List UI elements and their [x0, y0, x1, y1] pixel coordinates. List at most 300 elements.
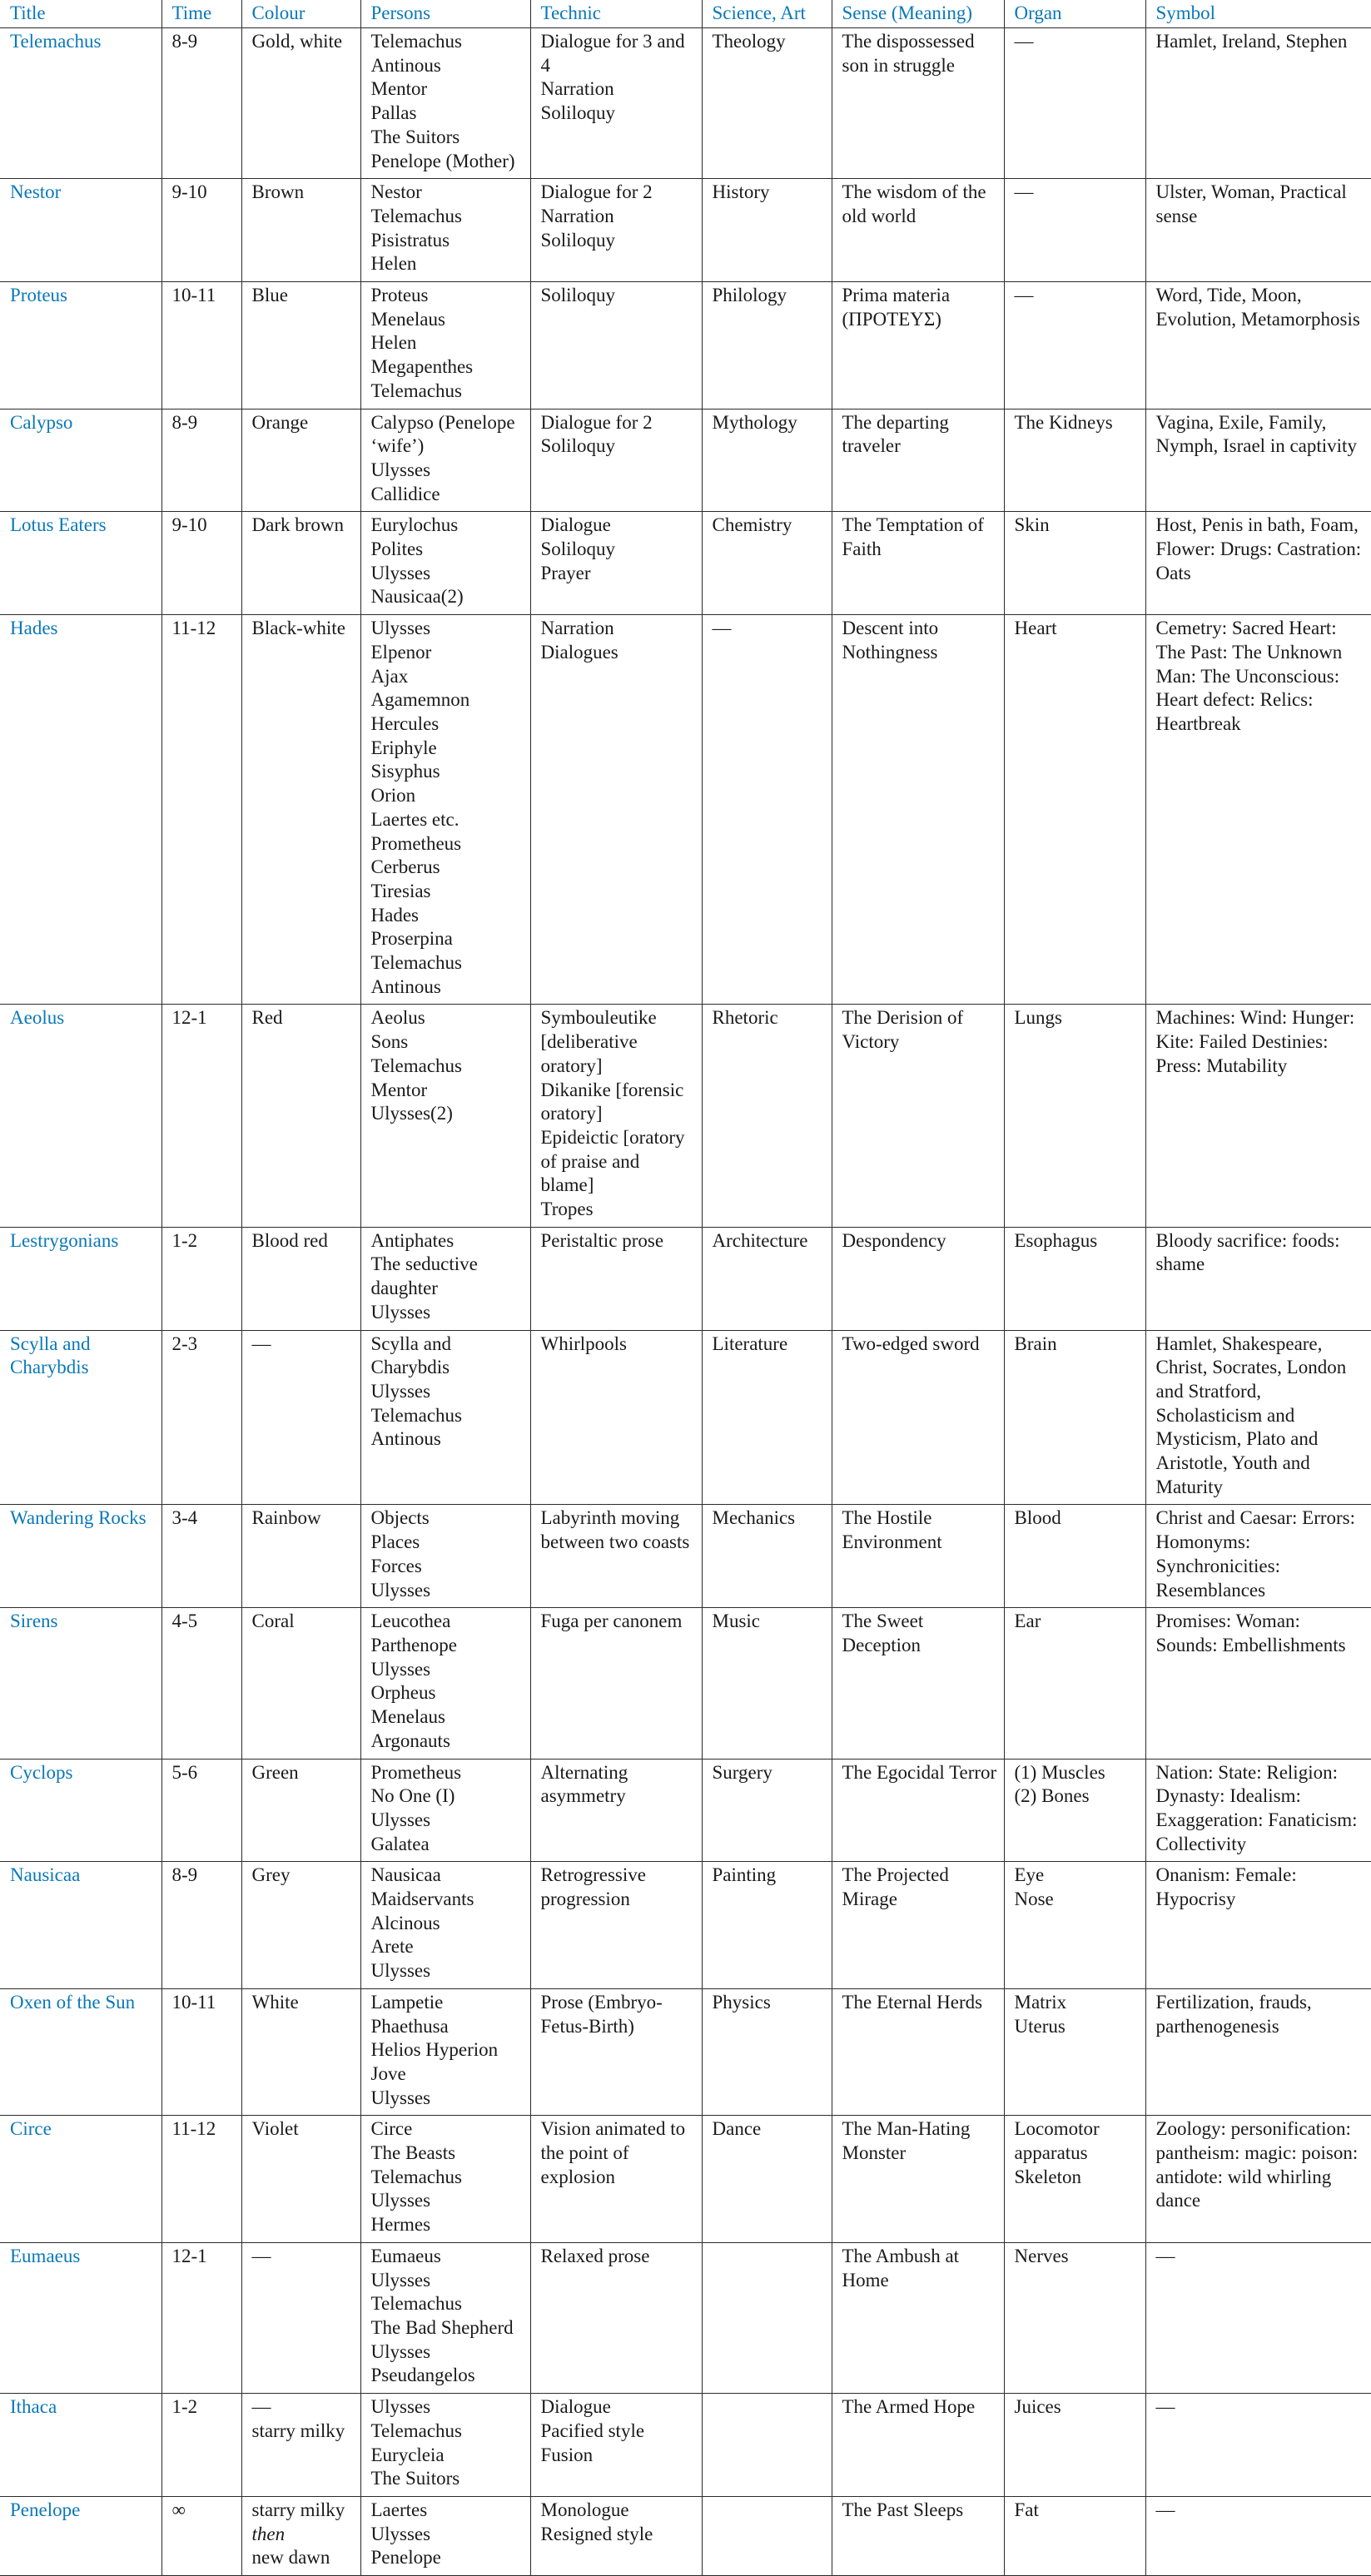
technic-entry: Narration — [540, 78, 614, 100]
person-entry: Sisyphus — [370, 761, 440, 782]
colour-cell: Grey — [241, 1862, 360, 1989]
symbol-cell: Christ and Caesar: Errors: Homonyms: Synchronicities: Resemblances — [1145, 1505, 1371, 1608]
colour-cell: Black-white — [241, 615, 360, 1005]
table-row — [0, 512, 1371, 615]
person-entry: Places — [370, 1531, 420, 1553]
persons-cell — [360, 1862, 530, 1989]
person-entry: Ulysses — [370, 1960, 431, 1982]
technic-entry: Narration — [540, 205, 614, 226]
technic-entry: Dialogue for 2 — [540, 181, 653, 203]
person-entry: Proteus — [370, 285, 429, 306]
sense-cell: The Sweet Deception — [832, 1608, 1004, 1759]
person-entry: Telemachus — [370, 2420, 463, 2441]
person-entry: Ulysses — [370, 2190, 431, 2211]
organ-cell — [1004, 2496, 1145, 2575]
science-art-cell: Music — [702, 1608, 832, 1759]
symbol-cell: Bloody sacrifice: foods: shame — [1145, 1227, 1371, 1330]
organ-cell — [1004, 2116, 1145, 2243]
person-entry: Penelope (Mother) — [370, 150, 515, 171]
technic-entry: Fuga per canonem — [540, 1611, 683, 1632]
science-art-cell: Painting — [702, 1862, 832, 1989]
time-cell: 2-3 — [161, 1330, 241, 1505]
person-entry: Aeolus — [370, 1007, 425, 1029]
technic-entry: Alternating asymmetry — [540, 1761, 628, 1807]
time-cell: 5-6 — [161, 1759, 241, 1862]
sense-cell: The Egocidal Terror — [832, 1759, 1004, 1862]
episode-title-link[interactable]: Calypso — [0, 409, 161, 512]
organ-entry: Blood — [1014, 1507, 1061, 1529]
person-entry: Leucothea — [370, 1611, 451, 1632]
technic-entry: Fusion — [540, 2444, 594, 2465]
table-row — [0, 1759, 1371, 1862]
technic-entry: Labyrinth moving between two coasts — [540, 1507, 690, 1553]
time-cell: ∞ — [161, 2496, 241, 2575]
table-row — [0, 1608, 1371, 1759]
technic-cell — [530, 2116, 702, 2243]
sense-cell: The Temptation of Faith — [832, 512, 1004, 615]
table-row — [0, 2116, 1371, 2243]
episode-title-link[interactable]: Cyclops — [0, 1759, 161, 1862]
person-entry: Agamemnon — [370, 689, 470, 711]
time-cell: 12-1 — [161, 1005, 241, 1227]
persons-cell — [360, 1988, 530, 2116]
person-entry: The Suitors — [370, 126, 460, 147]
organ-cell — [1004, 1005, 1145, 1227]
persons-cell — [360, 1505, 530, 1608]
technic-entry: Monologue — [540, 2499, 629, 2520]
sense-cell: The Eternal Herds — [832, 1988, 1004, 2116]
person-entry: Antiphates — [370, 1229, 455, 1251]
column-header-symbol[interactable]: Symbol — [1145, 0, 1371, 28]
organ-entry: Juices — [1014, 2396, 1061, 2418]
technic-cell — [530, 2242, 702, 2393]
time-cell: 8-9 — [161, 28, 241, 179]
time-cell: 11-12 — [161, 615, 241, 1005]
sense-cell: The dispossessed son in struggle — [832, 28, 1004, 179]
science-art-cell: Mythology — [702, 409, 832, 512]
colour-cell: Blood red — [241, 1227, 360, 1330]
episode-title-link[interactable]: Hades — [0, 615, 161, 1005]
person-entry: Ulysses — [370, 562, 431, 583]
column-header-organ[interactable]: Organ — [1004, 0, 1145, 28]
person-entry: Circe — [370, 2118, 413, 2140]
sense-cell: Despondency — [832, 1227, 1004, 1330]
table-row — [0, 2394, 1371, 2497]
technic-cell — [530, 1988, 702, 2116]
header-row — [0, 0, 1371, 28]
table-row — [0, 1505, 1371, 1608]
sense-cell: The wisdom of the old world — [832, 179, 1004, 282]
time-cell: 8-9 — [161, 1862, 241, 1989]
person-entry: Telemachus — [370, 205, 463, 226]
person-entry: Nausicaa(2) — [370, 586, 464, 608]
organ-entry: Esophagus — [1014, 1229, 1098, 1251]
person-entry: Telemachus — [370, 952, 463, 974]
organ-entry: Brain — [1014, 1333, 1057, 1354]
episode-title-link[interactable]: Nausicaa — [0, 1862, 161, 1989]
symbol-cell: Host, Penis in bath, Foam, Flower: Drugs: Castration: Oats — [1145, 512, 1371, 615]
persons-cell — [360, 2394, 530, 2497]
person-entry: Orpheus — [370, 1682, 436, 1704]
organ-entry: Lungs — [1014, 1007, 1062, 1029]
person-entry: Helen — [370, 253, 417, 275]
person-entry: Laertes etc. — [370, 808, 459, 830]
organ-cell — [1004, 1759, 1145, 1862]
organ-entry: Heart — [1014, 618, 1057, 639]
persons-cell — [360, 1005, 530, 1227]
colour-line: — — [251, 2396, 271, 2418]
episode-title-link[interactable]: Penelope — [0, 2496, 161, 2575]
technic-entry: Prose (Embryo-Fetus-Birth) — [540, 1991, 663, 2037]
person-entry: The Bad Shepherd — [370, 2316, 514, 2338]
technic-entry: Soliloquy — [540, 229, 615, 251]
technic-entry: Prayer — [540, 562, 591, 583]
technic-cell — [530, 1330, 702, 1505]
episode-title-link[interactable]: Scylla and Charybdis — [0, 1330, 161, 1505]
technic-entry: Whirlpools — [540, 1333, 627, 1354]
technic-cell — [530, 1608, 702, 1759]
episode-title-link[interactable]: Aeolus — [0, 1005, 161, 1227]
person-entry: No One (I) — [370, 1785, 455, 1807]
technic-cell — [530, 409, 702, 512]
organ-entry: (1) Muscles — [1014, 1761, 1105, 1783]
science-art-cell — [702, 2496, 832, 2575]
time-cell: 8-9 — [161, 409, 241, 512]
organ-entry: Skeleton — [1014, 2166, 1081, 2187]
science-art-cell: Surgery — [702, 1759, 832, 1862]
person-entry: Alcinous — [370, 1912, 440, 1933]
time-cell: 11-12 — [161, 2116, 241, 2243]
organ-cell — [1004, 2394, 1145, 2497]
person-entry: Prometheus — [370, 832, 462, 854]
column-header-title[interactable]: Title — [0, 0, 161, 28]
science-art-cell — [702, 2242, 832, 2393]
episode-title-link[interactable]: Wandering Rocks — [0, 1505, 161, 1608]
persons-cell — [360, 1759, 530, 1862]
symbol-cell: Ulster, Woman, Practical sense — [1145, 179, 1371, 282]
organ-cell — [1004, 28, 1145, 179]
organ-entry: Matrix — [1014, 1991, 1067, 2013]
episode-title-link[interactable]: Lotus Eaters — [0, 512, 161, 615]
person-entry: The Beasts — [370, 2142, 456, 2164]
time-cell: 10-11 — [161, 1988, 241, 2116]
episode-title-link[interactable]: Proteus — [0, 282, 161, 409]
science-art-cell: Chemistry — [702, 512, 832, 615]
symbol-cell: — — [1145, 2242, 1371, 2393]
person-entry: Antinous — [370, 54, 441, 76]
person-entry: Calypso (Penelope ‘wife’) — [370, 411, 515, 457]
person-entry: Prometheus — [370, 1761, 462, 1783]
science-art-cell: Literature — [702, 1330, 832, 1505]
symbol-cell: Hamlet, Ireland, Stephen — [1145, 28, 1371, 179]
time-cell: 3-4 — [161, 1505, 241, 1608]
person-entry: Ulysses — [370, 1658, 431, 1680]
person-entry: Laertes — [370, 2499, 428, 2520]
time-cell: 10-11 — [161, 282, 241, 409]
table-row — [0, 2242, 1371, 2393]
symbol-cell: Zoology: personification: pantheism: magic: poison: antidote: wild whirling dance — [1145, 2116, 1371, 2243]
organ-cell — [1004, 1862, 1145, 1989]
organ-entry: Ear — [1014, 1611, 1041, 1632]
organ-entry: Nerves — [1014, 2245, 1069, 2266]
colour-cell: Dark brown — [241, 512, 360, 615]
column-header-time[interactable]: Time — [161, 0, 241, 28]
person-entry: Forces — [370, 1555, 422, 1576]
persons-cell — [360, 409, 530, 512]
person-entry: Mentor — [370, 78, 428, 100]
time-cell: 12-1 — [161, 2242, 241, 2393]
technic-entry: Tropes — [540, 1199, 594, 1220]
persons-cell — [360, 1330, 530, 1505]
organ-entry: — — [1014, 31, 1034, 52]
time-cell: 1-2 — [161, 1227, 241, 1330]
colour-cell: Gold, white — [241, 28, 360, 179]
organ-entry: Fat — [1014, 2499, 1039, 2520]
column-header-persons[interactable]: Persons — [360, 0, 530, 28]
colour-line: starry milky — [251, 2499, 345, 2520]
sense-cell: Two-edged sword — [832, 1330, 1004, 1505]
episode-title-link[interactable]: Nestor — [0, 179, 161, 282]
science-art-cell: Physics — [702, 1988, 832, 2116]
sense-cell: The departing traveler — [832, 409, 1004, 512]
column-header-sense[interactable]: Sense (Meaning) — [832, 0, 1004, 28]
technic-cell — [530, 28, 702, 179]
science-art-cell: Theology — [702, 28, 832, 179]
sense-cell: The Derision of Victory — [832, 1005, 1004, 1227]
colour-cell — [241, 2496, 360, 2575]
persons-cell — [360, 28, 530, 179]
person-entry: Telemachus — [370, 2166, 463, 2187]
symbol-cell: Hamlet, Shakespeare, Christ, Socrates, London and Stratford, Scholasticism and Mysticism, Plato and Aristotle, Youth and Maturity — [1145, 1330, 1371, 1505]
organ-cell — [1004, 512, 1145, 615]
episode-title-link[interactable]: Lestrygonians — [0, 1227, 161, 1330]
person-entry: Nausicaa — [370, 1864, 441, 1886]
person-entry: Elpenor — [370, 641, 432, 663]
symbol-cell: Promises: Woman: Sounds: Embellishments — [1145, 1608, 1371, 1759]
technic-entry: Soliloquy — [540, 102, 615, 124]
technic-entry: Dialogue — [540, 2396, 611, 2418]
persons-cell — [360, 179, 530, 282]
person-entry: Antinous — [370, 975, 441, 997]
technic-entry: Narration — [540, 618, 614, 639]
person-entry: Eurylochus — [370, 514, 459, 536]
persons-cell — [360, 282, 530, 409]
science-art-cell — [702, 2394, 832, 2497]
technic-cell — [530, 1505, 702, 1608]
person-entry: Tiresias — [370, 880, 431, 901]
person-entry: Cerberus — [370, 856, 440, 878]
persons-cell — [360, 2242, 530, 2393]
organ-entry: — — [1014, 285, 1034, 306]
person-entry: Telemachus — [370, 31, 463, 52]
person-entry: The Suitors — [370, 2468, 460, 2489]
technic-entry: Resigned style — [540, 2523, 653, 2544]
symbol-cell: Word, Tide, Moon, Evolution, Metamorphosis — [1145, 282, 1371, 409]
technic-cell — [530, 2496, 702, 2575]
person-entry: Ulysses — [370, 1301, 431, 1323]
colour-cell: — — [241, 2242, 360, 2393]
person-entry: Helios Hyperion — [370, 2039, 499, 2061]
table-header — [0, 0, 1371, 28]
technic-entry: Pacified style — [540, 2420, 645, 2441]
colour-line: then — [251, 2523, 286, 2544]
person-entry: Maidservants — [370, 1889, 474, 1910]
colour-line: starry milky — [251, 2420, 345, 2441]
sense-cell: Descent into Nothingness — [832, 615, 1004, 1005]
person-entry: Proserpina — [370, 928, 453, 950]
time-cell: 9-10 — [161, 512, 241, 615]
science-art-cell: Philology — [702, 282, 832, 409]
person-entry: Menelaus — [370, 1706, 445, 1728]
table-row — [0, 1227, 1371, 1330]
time-cell: 4-5 — [161, 1608, 241, 1759]
person-entry: Jove — [370, 2062, 406, 2084]
organ-entry: Locomotor apparatus — [1014, 2118, 1100, 2164]
person-entry: The seductive daughter — [370, 1253, 478, 1299]
colour-cell: Brown — [241, 179, 360, 282]
person-entry: Ulysses Pseudangelos — [370, 2340, 475, 2386]
person-entry: Callidice — [370, 483, 440, 504]
persons-cell — [360, 512, 530, 615]
persons-cell — [360, 2116, 530, 2243]
technic-cell — [530, 282, 702, 409]
organ-entry: The Kidneys — [1014, 411, 1113, 433]
person-entry: Ulysses — [370, 2396, 431, 2418]
technic-entry: Peristaltic prose — [540, 1229, 664, 1251]
technic-cell — [530, 615, 702, 1005]
symbol-cell: Nation: State: Religion: Dynasty: Idealism: Exaggeration: Fanaticism: Collectivity — [1145, 1759, 1371, 1862]
table-row — [0, 1005, 1371, 1227]
person-entry: Scylla and Charybdis — [370, 1333, 451, 1378]
persons-cell — [360, 1227, 530, 1330]
persons-cell — [360, 615, 530, 1005]
episode-title-link[interactable]: Eumaeus — [0, 2242, 161, 2393]
science-art-cell: Mechanics — [702, 1505, 832, 1608]
episode-title-link[interactable]: Sirens — [0, 1608, 161, 1759]
sense-cell: The Man-Hating Monster — [832, 2116, 1004, 2243]
symbol-cell: Fertilization, frauds, parthenogenesis — [1145, 1988, 1371, 2116]
sense-cell: Prima materia (ΠΡΟΤΕΥΣ) — [832, 282, 1004, 409]
colour-cell: Blue — [241, 282, 360, 409]
organ-cell — [1004, 1988, 1145, 2116]
technic-entry: Soliloquy — [540, 539, 615, 560]
technic-entry: Soliloquy — [540, 285, 615, 306]
technic-entry: Symbouleutike [deliberative oratory] — [540, 1007, 657, 1076]
episode-title-link[interactable]: Oxen of the Sun — [0, 1988, 161, 2116]
science-art-cell: — — [702, 615, 832, 1005]
episode-title-link[interactable]: Telemachus — [0, 28, 161, 179]
person-entry: Ulysses — [370, 2269, 431, 2291]
person-entry: Hermes — [370, 2214, 431, 2236]
column-header-technic[interactable]: Technic — [530, 0, 702, 28]
science-art-cell: History — [702, 179, 832, 282]
symbol-cell: — — [1145, 2394, 1371, 2497]
person-entry: Ulysses — [370, 618, 431, 639]
sense-cell: The Armed Hope — [832, 2394, 1004, 2497]
time-cell: 1-2 — [161, 2394, 241, 2497]
technic-entry: Dialogue for 3 and 4 — [540, 31, 685, 76]
person-entry: Eriphyle — [370, 737, 437, 758]
organ-cell — [1004, 282, 1145, 409]
colour-cell — [241, 2394, 360, 2497]
person-entry: Arete — [370, 1936, 414, 1958]
organ-cell — [1004, 1505, 1145, 1608]
science-art-cell: Dance — [702, 2116, 832, 2243]
person-entry: Hades — [370, 904, 419, 926]
person-entry: Menelaus — [370, 308, 445, 330]
time-cell: 9-10 — [161, 179, 241, 282]
table-row — [0, 2496, 1371, 2575]
person-entry: Polites — [370, 539, 424, 560]
person-entry: Telemachus — [370, 1055, 463, 1076]
symbol-cell: Machines: Wind: Hunger: Kite: Failed Destinies: Press: Mutability — [1145, 1005, 1371, 1227]
person-entry: Helen — [370, 332, 417, 354]
symbol-cell: Cemetry: Sacred Heart: The Past: The Unknown Man: The Unconscious: Heart defect: Relics: Heartbreak — [1145, 615, 1371, 1005]
sense-cell: The Past Sleeps — [832, 2496, 1004, 2575]
sense-cell: The Hostile Environment — [832, 1505, 1004, 1608]
organ-cell — [1004, 179, 1145, 282]
person-entry: Eurycleia — [370, 2444, 445, 2465]
table-row — [0, 409, 1371, 512]
column-header-science-art[interactable]: Science, Art — [702, 0, 832, 28]
column-header-colour[interactable]: Colour — [241, 0, 360, 28]
person-entry: Ulysses(2) — [370, 1103, 453, 1124]
technic-entry: Dialogue — [540, 514, 611, 536]
table-row — [0, 1330, 1371, 1505]
person-entry: Ulysses — [370, 1809, 431, 1830]
persons-cell — [360, 1608, 530, 1759]
technic-cell — [530, 1005, 702, 1227]
technic-cell — [530, 512, 702, 615]
organ-cell — [1004, 409, 1145, 512]
persons-cell — [360, 2496, 530, 2575]
science-art-cell: Rhetoric — [702, 1005, 832, 1227]
person-entry: Phaethusa — [370, 2015, 449, 2037]
person-entry: Megapenthes — [370, 356, 474, 378]
colour-cell: Green — [241, 1759, 360, 1862]
sense-cell: The Ambush at Home — [832, 2242, 1004, 2393]
table-row — [0, 179, 1371, 282]
technic-entry: Dialogues — [540, 641, 618, 663]
person-entry: Telemachus — [370, 1404, 463, 1426]
symbol-cell: — — [1145, 2496, 1371, 2575]
symbol-cell: Onanism: Female: Hypocrisy — [1145, 1862, 1371, 1989]
organ-cell — [1004, 1608, 1145, 1759]
colour-cell: — — [241, 1330, 360, 1505]
technic-entry: Retrogressive progression — [540, 1864, 646, 1910]
person-entry: Pisistratus — [370, 229, 450, 251]
table-row — [0, 282, 1371, 409]
organ-entry: (2) Bones — [1014, 1785, 1090, 1807]
symbol-cell: Vagina, Exile, Family, Nymph, Israel in captivity — [1145, 409, 1371, 512]
technic-cell — [530, 2394, 702, 2497]
organ-cell — [1004, 1227, 1145, 1330]
episode-title-link[interactable]: Ithaca — [0, 2394, 161, 2497]
colour-cell: Violet — [241, 2116, 360, 2243]
episode-title-link[interactable]: Circe — [0, 2116, 161, 2243]
technic-entry: Epideictic [oratory of praise and blame] — [540, 1126, 685, 1196]
person-entry: Eumaeus — [370, 2245, 441, 2266]
colour-cell: Coral — [241, 1608, 360, 1759]
person-entry: Parthenope — [370, 1635, 457, 1655]
organ-cell — [1004, 2242, 1145, 2393]
person-entry: Antinous — [370, 1428, 441, 1450]
person-entry: Ulysses — [370, 1380, 431, 1402]
technic-entry: Vision animated to the point of explosion — [540, 2118, 686, 2187]
technic-entry: Soliloquy — [540, 435, 615, 457]
person-entry: Mentor — [370, 1079, 428, 1100]
person-entry: Telemachus — [370, 380, 463, 401]
